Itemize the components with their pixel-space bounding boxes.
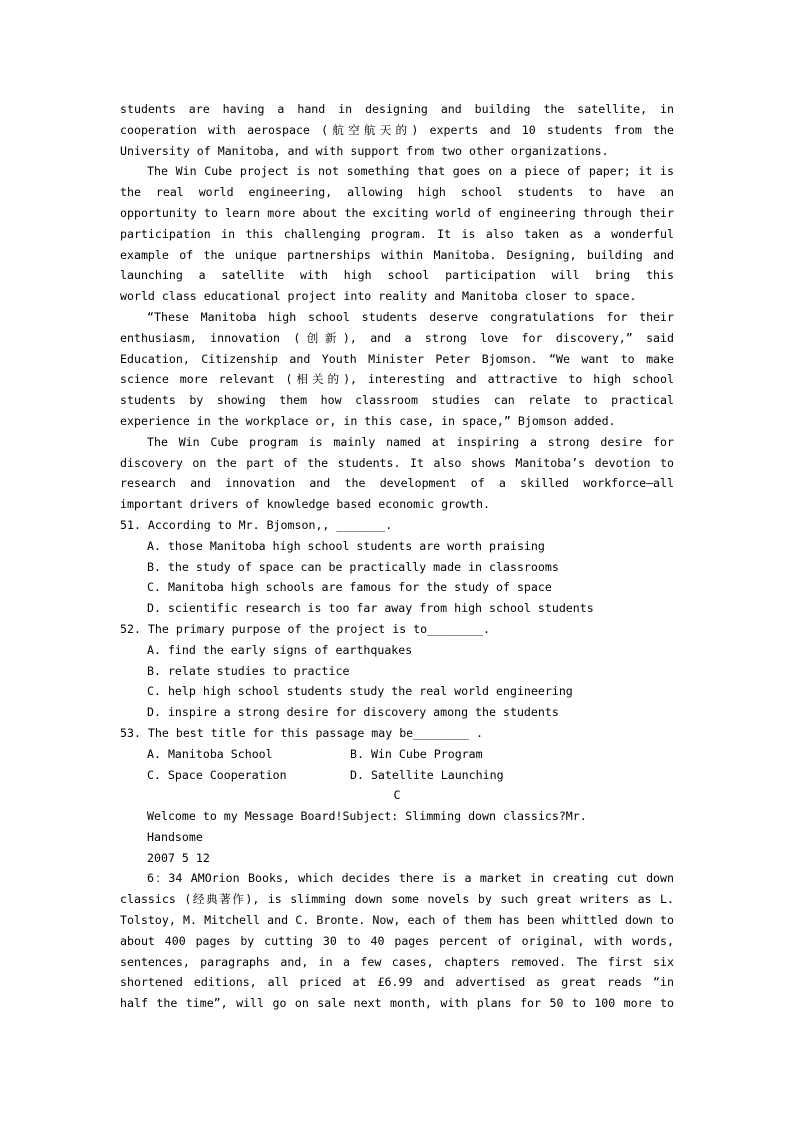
passage-c xyxy=(120,785,674,1014)
text-line: Tolstoy, M. Mitchell and C. Bronte. Now, each of them has been whittled down to xyxy=(120,913,674,928)
text-line: cooperation with aerospace (航空航天的) experts and 10 students from the xyxy=(120,122,674,137)
answer-option-row xyxy=(120,744,674,765)
text-line: launching a satellite with high school participation will bring this xyxy=(120,268,674,283)
answer-option: A. find the early signs of earthquakes xyxy=(147,642,413,657)
text-line: half the time”, will go on sale next month, with plans for 50 to 100 more to xyxy=(120,996,674,1011)
passage-b-paragraph-2 xyxy=(120,161,674,307)
answer-option: D. inspire a strong desire for discovery among the students xyxy=(147,705,559,720)
answer-option: D. scientific research is too far away from high school students xyxy=(147,601,594,616)
text-line: The Win Cube program is mainly named at inspiring a strong desire for xyxy=(147,434,674,449)
text-line: about 400 pages by cutting 30 to 40 pages percent of original, with words, xyxy=(120,933,674,948)
answer-option-row xyxy=(120,765,674,786)
text-line: University of Manitoba, and with support from two other organizations. xyxy=(120,143,609,158)
text-line: 6：34 AMOrion Books, which decides there is a market in creating cut down xyxy=(147,871,674,886)
text-line: participation in this challenging program. It is also taken as a wonderful xyxy=(120,226,674,241)
text-line: Education, Citizenship and Youth Minister Peter Bjomson. “We want to make xyxy=(120,351,674,366)
answer-option: B. relate studies to practice xyxy=(147,663,350,678)
text-line: example of the unique partnerships within Manitoba. Designing, building and xyxy=(120,247,674,262)
message-board-author: Handsome xyxy=(147,829,203,844)
text-line: opportunity to learn more about the exciting world of engineering through their xyxy=(120,205,674,220)
answer-option: B. the study of space can be practically made in classrooms xyxy=(147,559,559,574)
question-stem: 52. The primary purpose of the project is to________. xyxy=(120,621,490,636)
answer-option: A. those Manitoba high school students are worth praising xyxy=(147,538,545,553)
text-line: classics (经典著作), is slimming down some novels by such great writers as L. xyxy=(120,892,674,907)
passage-b-paragraph-1 xyxy=(120,99,674,161)
text-line: students are having a hand in designing and building the satellite, in xyxy=(120,102,674,116)
text-line: research and innovation and the development of a skilled workforce—all xyxy=(120,476,674,491)
text-line: sentences, paragraphs and, in a few cases, chapters removed. The first six xyxy=(120,954,674,969)
answer-option: D. Satellite Launching xyxy=(350,767,504,782)
question-53 xyxy=(120,723,674,785)
text-line: The Win Cube project is not something that goes on a piece of paper; it is xyxy=(147,164,674,179)
question-51 xyxy=(120,515,674,619)
text-line: discovery on the part of the students. It also shows Manitoba’s devotion to xyxy=(120,455,674,470)
text-line: experience in the workplace or, in this case, in space,” Bjomson added. xyxy=(120,413,616,428)
passage-b-paragraph-4 xyxy=(120,432,674,515)
document-page xyxy=(120,99,674,1014)
text-line: world class educational project into reality and Manitoba closer to space. xyxy=(120,289,637,304)
answer-option: C. help high school students study the real world engineering xyxy=(147,684,573,699)
text-line: the real world engineering, allowing high school students to have an xyxy=(120,185,674,200)
answer-option: C. Space Cooperation xyxy=(147,767,287,782)
passage-b-paragraph-3 xyxy=(120,307,674,432)
text-line: shortened editions, all priced at £6.99 and advertised as great reads “in xyxy=(120,975,674,990)
text-line: science more relevant (相关的), interesting and attractive to high school xyxy=(120,372,674,387)
text-line: enthusiasm, innovation (创新), and a strong love for discovery,” said xyxy=(120,330,674,345)
question-stem: 51. According to Mr. Bjomson,, _______. xyxy=(120,517,393,532)
text-line: important drivers of knowledge based economic growth. xyxy=(120,497,490,512)
answer-option: A. Manitoba School xyxy=(147,746,273,761)
answer-option: C. Manitoba high schools are famous for the study of space xyxy=(147,580,552,595)
question-52 xyxy=(120,619,674,723)
answer-option: B. Win Cube Program xyxy=(350,746,483,761)
message-board-header: Welcome to my Message Board!Subject: Slimming down classics?Mr. xyxy=(147,809,587,824)
text-line: “These Manitoba high school students deserve congratulations for their xyxy=(147,309,674,324)
question-stem: 53. The best title for this passage may be________ . xyxy=(120,725,483,740)
section-label: C xyxy=(393,788,401,803)
text-line: students by showing them how classroom studies can relate to practical xyxy=(120,393,674,408)
post-date: 2007 5 12 xyxy=(147,850,210,865)
